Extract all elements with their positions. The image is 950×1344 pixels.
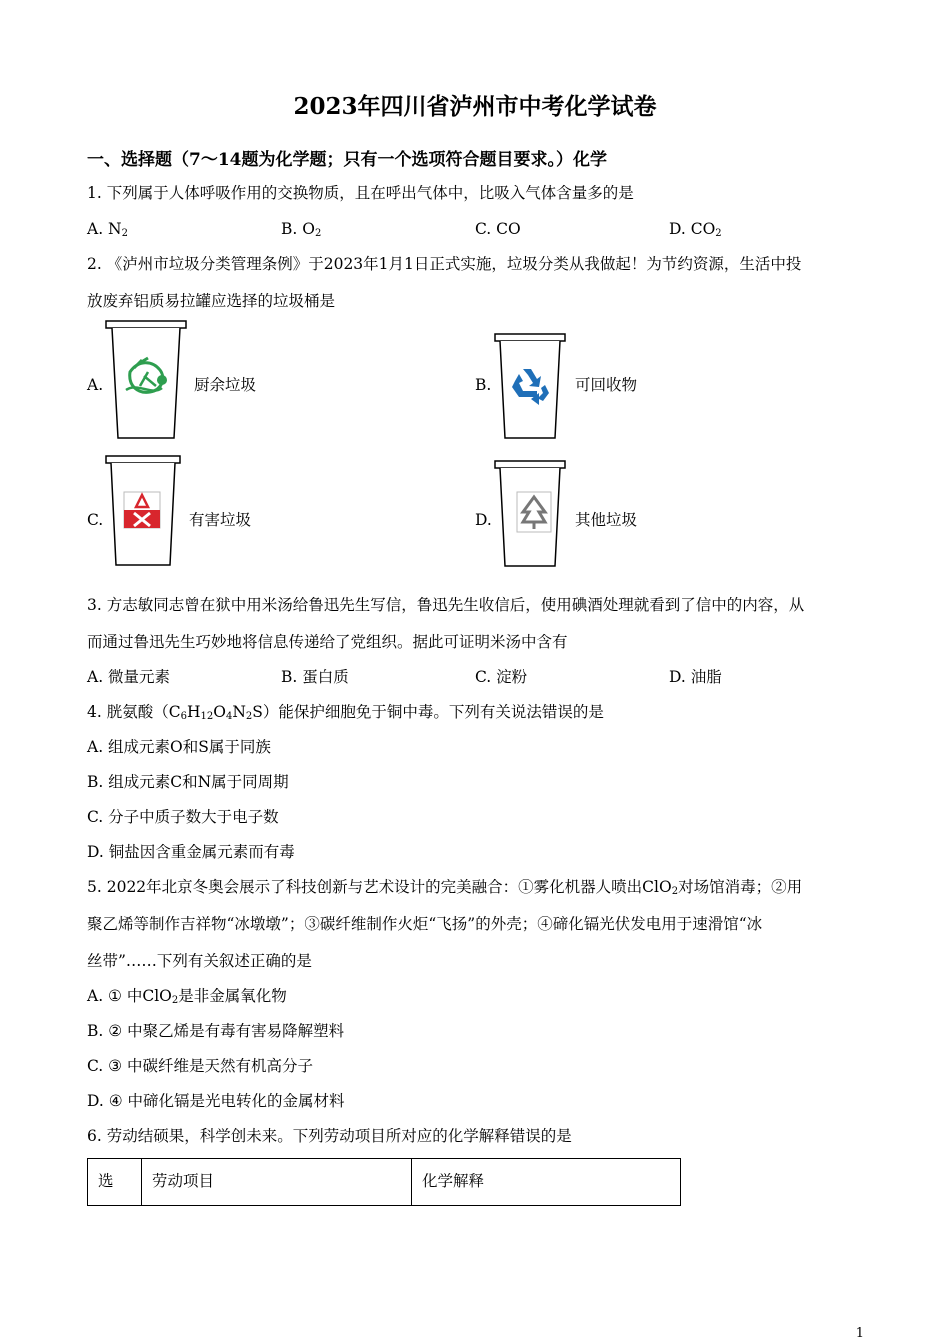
section-heading: 一、选择题（7～14题为化学题；只有一个选项符合题目要求。）化学 (87, 150, 607, 170)
trash-bin-b (493, 333, 567, 441)
trash-bin-c (104, 455, 182, 569)
q1-stem: 1. 下列属于人体呼吸作用的交换物质，且在呼出气体中，比吸入气体含量多的是 (87, 184, 634, 202)
q2-option-a-label: 厨余垃圾 (194, 376, 257, 394)
q3-option-c: C. 淀粉 (475, 668, 528, 686)
q4-option-a: A. 组成元素O和S属于同族 (87, 738, 271, 756)
q4-stem: 4. 胱氨酸$(C_6H_{12}O_4N_2S)$能保护细胞免于铜中毒。下列有关说法错误的是 (87, 703, 604, 722)
table-header-row (88, 1159, 681, 1206)
q5-option-b: B. ② 中聚乙烯是有毒有害易降解塑料 (87, 1022, 345, 1040)
table-header-cell: 选 (88, 1159, 142, 1206)
q6-stem: 6. 劳动结硕果，科学创未来。下列劳动项目所对应的化学解释错误的是 (87, 1127, 572, 1145)
page-number: 1 (855, 1326, 864, 1341)
trash-bin-a (104, 320, 188, 442)
q6-table (87, 1158, 681, 1206)
q3-option-b: B. 蛋白质 (281, 668, 349, 686)
q3-line2: 而通过鲁迅先生巧妙地将信息传递给了党组织。据此可证明米汤中含有 (87, 633, 568, 651)
q2-line2: 放废弃铝质易拉罐应选择的垃圾桶是 (87, 292, 336, 310)
q2-line1: 2. 《泸州市垃圾分类管理条例》于2023年1月1日正式实施，垃圾分类从我做起！为节约资源，生活中投 (87, 255, 802, 273)
q4-option-b: B. 组成元素C和N属于同周期 (87, 773, 289, 791)
q2-option-c-letter: C. (87, 511, 104, 529)
table-header-cell: 化学解释 (412, 1159, 681, 1206)
q3-option-a: A. 微量元素 (87, 668, 171, 686)
q2-option-a-letter: A. (87, 376, 104, 394)
q5-line3: 丝带”……下列有关叙述正确的是 (87, 952, 312, 970)
other-waste-icon (517, 492, 551, 532)
q4-option-d: D. 铜盐因含重金属元素而有毒 (87, 843, 295, 861)
q1-option-a: A. $N_2$ (87, 220, 128, 239)
q2-option-b-label: 可回收物 (575, 376, 638, 394)
q4-option-c: C. 分子中质子数大于电子数 (87, 808, 279, 826)
q2-option-d-letter: D. (475, 511, 492, 529)
q3-option-d: D. 油脂 (669, 668, 722, 686)
q1-option-c: C. CO (475, 220, 521, 238)
q5-line2: 聚乙烯等制作吉祥物“冰墩墩”；③碳纤维制作火炬“飞扬”的外壳；④碲化镉光伏发电用于速滑馆“冰 (87, 915, 763, 933)
q1-option-b: B. $O_2$ (281, 220, 322, 239)
q5-option-a: A. ① 中ClO$_2$是非金属氧化物 (87, 987, 287, 1006)
q3-line1: 3. 方志敏同志曾在狱中用米汤给鲁迅先生写信，鲁迅先生收信后，使用碘酒处理就看到了信中的内容，从 (87, 596, 805, 614)
trash-bin-d (493, 460, 567, 570)
table-header-cell: 劳动项目 (142, 1159, 412, 1206)
q2-option-b-letter: B. (475, 376, 492, 394)
q1-option-d: D. $CO_2$ (669, 220, 722, 239)
q5-line1: 5. 2022年北京冬奥会展示了科技创新与艺术设计的完美融合：①雾化机器人喷出ClO$_2$对场馆消毒；②用 (87, 878, 803, 897)
q5-option-d: D. ④ 中碲化镉是光电转化的金属材料 (87, 1092, 345, 1110)
q2-option-c-label: 有害垃圾 (189, 511, 252, 529)
q2-option-d-label: 其他垃圾 (575, 511, 638, 529)
q5-option-c: C. ③ 中碳纤维是天然有机高分子 (87, 1057, 313, 1075)
hazardous-waste-icon (124, 492, 160, 528)
page-title: 2023年四川省泸州市中考化学试卷 (293, 93, 657, 120)
